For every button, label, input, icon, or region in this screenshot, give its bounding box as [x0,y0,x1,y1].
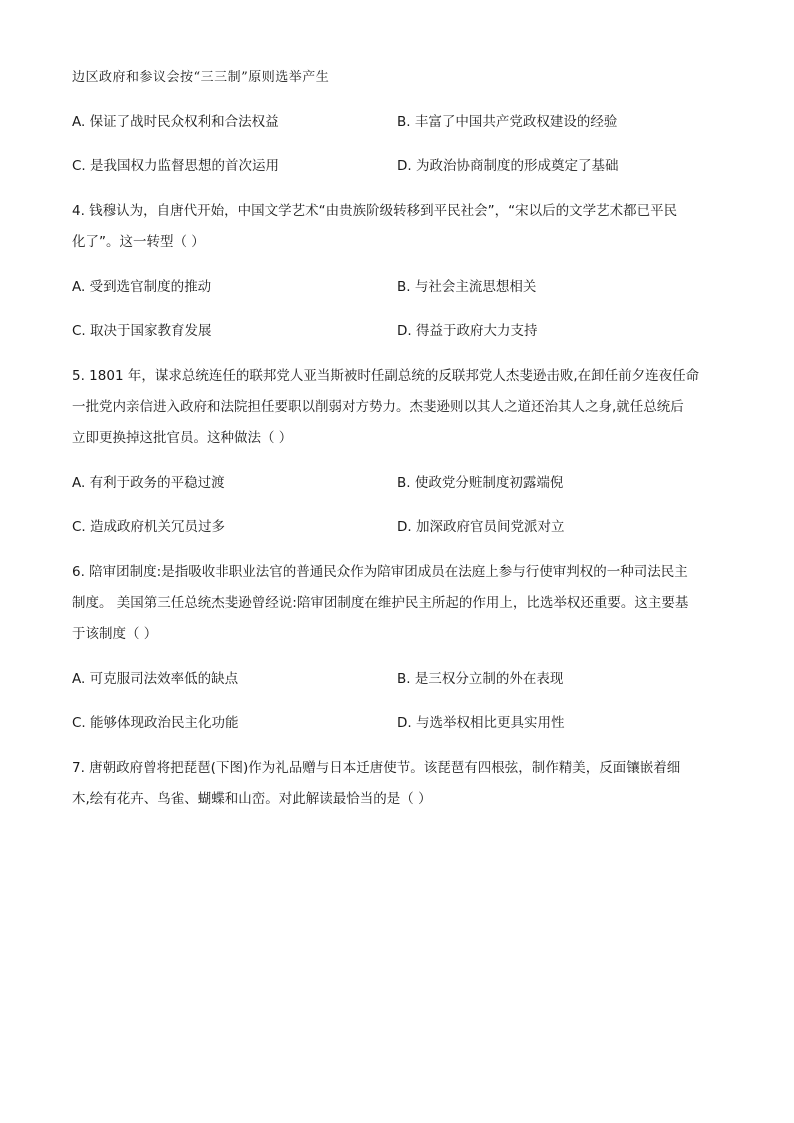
q3-option-d: D. 为政治协商制度的形成奠定了基础 [397,158,619,174]
q4-option-c: C. 取决于国家教育发展 [72,323,212,339]
q5-option-d: D. 加深政府官员间党派对立 [397,519,565,535]
q6-option-d: D. 与选举权相比更具实用性 [397,715,565,731]
q5-option-a: A. 有利于政务的平稳过渡 [72,475,225,491]
q3-option-a: A. 保证了战时民众权利和合法权益 [72,114,279,130]
q5-stem-line1: 5. 1801 年，谋求总统连任的联邦党人亚当斯被时任副总统的反联邦党人杰斐逊击败,在卸任前夕连夜任命 [72,368,700,384]
q6-stem-line2: 制度。 美国第三任总统杰斐逊曾经说:陪审团制度在维护民主所起的作用上，比选举权还重要。这主要基 [72,595,689,611]
q3-option-c: C. 是我国权力监督思想的首次运用 [72,158,280,174]
q6-stem-line1: 6. 陪审团制度:是指吸收非职业法官的普通民众作为陪审团成员在法庭上参与行使审判权的一种司法民主 [72,564,688,580]
q7-stem-line1: 7. 唐朝政府曾将把琵琶(下图)作为礼品赠与日本迁唐使节。该琵琶有四根弦，制作精美，反面镶嵌着细 [72,760,681,776]
q7-stem-line2: 木,绘有花卉、鸟雀、蝴蝶和山峦。对此解读最恰当的是（ ） [72,791,432,807]
q6-option-c: C. 能够体现政治民主化功能 [72,715,239,731]
q4-stem-line2: 化了”。这一转型（ ） [72,234,205,250]
q5-stem-line2: 一批党内亲信进入政府和法院担任要职以削弱对方势力。杰斐逊则以其人之道还治其人之身,就任总统后 [72,399,684,415]
q4-stem-line1: 4. 钱穆认为，自唐代开始，中国文学艺术“由贵族阶级转移到平民社会”，“宋以后的文学艺术都已平民 [72,203,678,219]
q6-stem-line3: 于该制度（ ） [72,626,158,642]
q5-option-c: C. 造成政府机关冗员过多 [72,519,226,535]
q5-stem-line3: 立即更换掉这批官员。这种做法（ ） [72,430,293,446]
q6-option-b: B. 是三权分立制的外在表现 [397,671,564,687]
q4-option-a: A. 受到选官制度的推动 [72,279,212,295]
intro-text: 边区政府和参议会按“三三制”原则选举产生 [72,70,330,85]
q6-option-a: A. 可克服司法效率低的缺点 [72,671,239,687]
q4-option-d: D. 得益于政府大力支持 [397,323,538,339]
q3-option-b: B. 丰富了中国共产党政权建设的经验 [397,114,618,130]
q5-option-b: B. 使政党分赃制度初露端倪 [397,475,564,491]
q4-option-b: B. 与社会主流思想相关 [397,279,537,295]
